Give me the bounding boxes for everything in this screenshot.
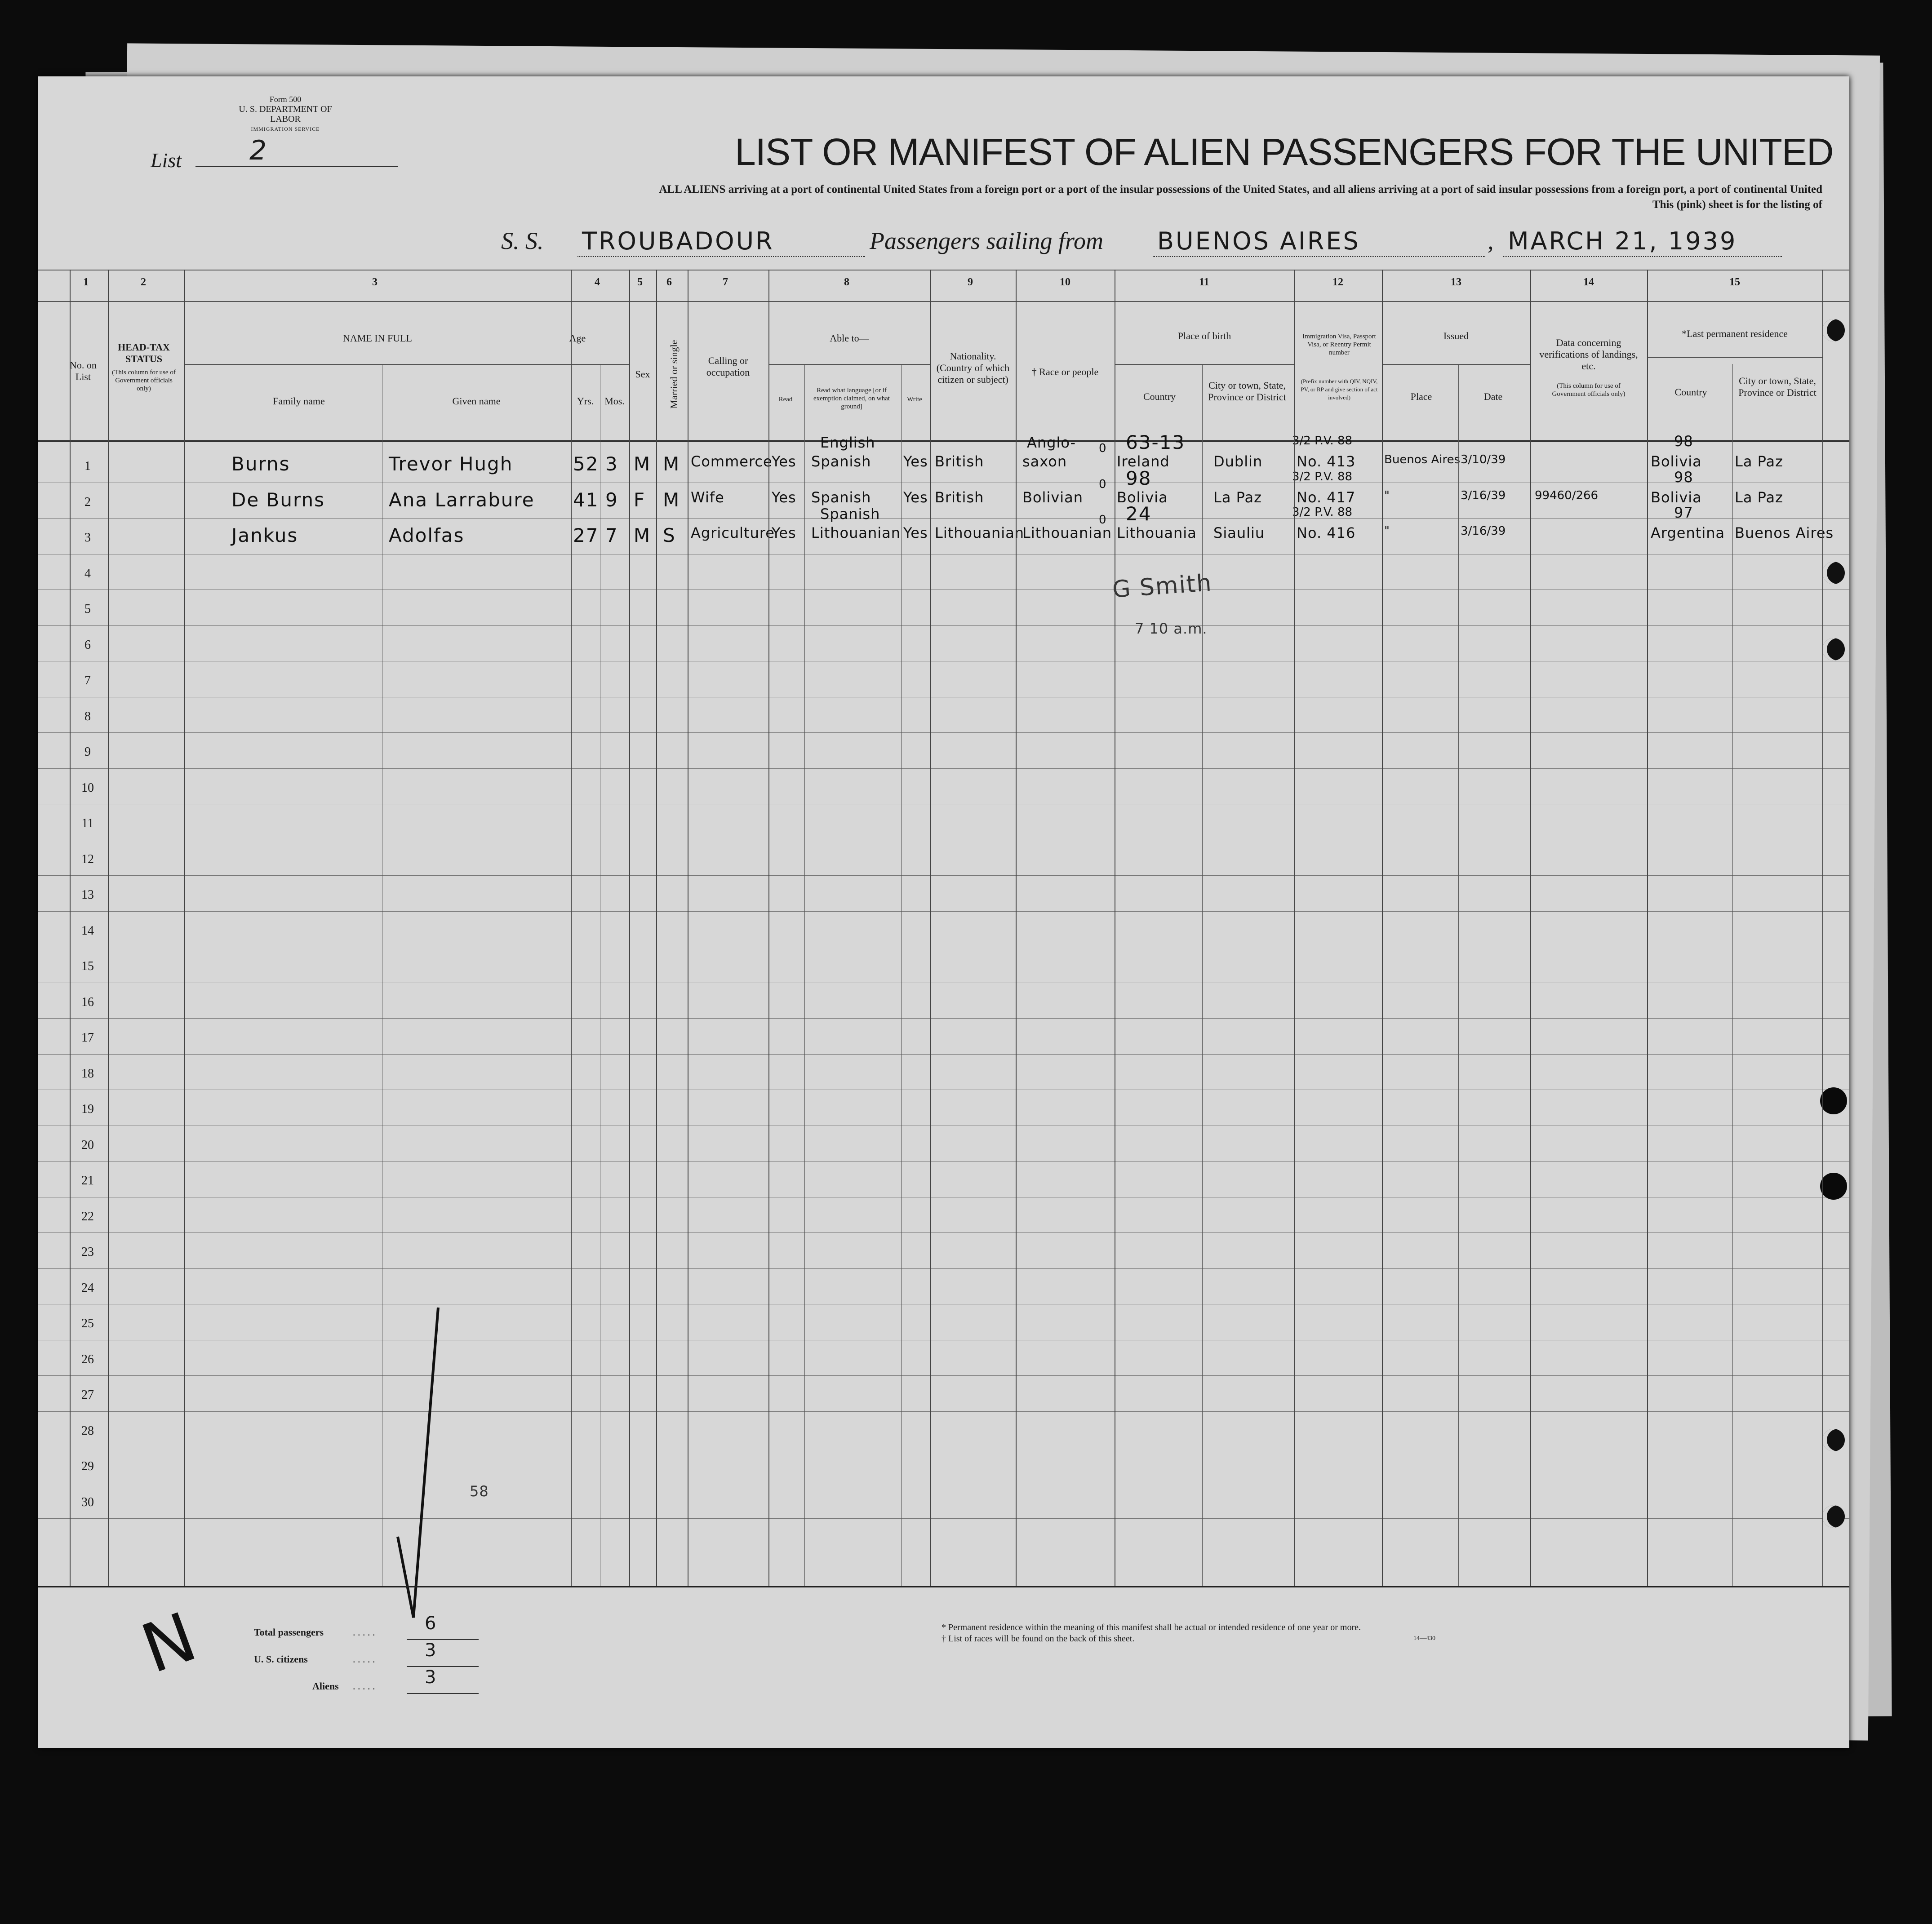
cell-issued-place: " [1384,488,1390,502]
column-number: 1 [83,276,89,288]
row-number: 25 [81,1317,94,1330]
cell-yrs: 41 [573,488,599,511]
cell-language: Spanish [811,453,871,470]
row-number: 1 [84,459,91,473]
row-rule [38,1375,1849,1376]
hdr-head-tax-note: (This column for use of Government officials only) [112,369,176,392]
row-rule [38,625,1849,626]
cell-birth-country-above: 98 [1126,467,1152,489]
column-number: 6 [666,276,672,288]
cell-occupation: Agriculture [691,524,775,541]
column-rule [1822,270,1823,1586]
cell-race-above: Anglo- [1027,434,1076,451]
us-citizens-value: 3 [425,1640,436,1661]
binder-hole [1822,319,1845,341]
manifest-sheet: Form 500 U. S. DEPARTMENT OF LABOR IMMIGRATION SERVICE List 2 LIST OR MANIFEST OF ALIEN PASSENGERS FOR THE UNITED ALL ALIENS arriving at a port of continental United States from a foreign port or a port of the insular possessions of the United States, and all aliens arriving at a port of said insular possessions from a foreign port, a port of continental United This (pink) sheet is for the listing of S. S. TROUBADOUR Passengers sailing from BUENOS AIRES , MARCH 21, 1939 1 2 3 4 5 6 7 8 9 10 11 12 13 14 15 No. on List HEAD-TAX STATUS (This column for use of Government officials only) NAME IN FULL Family name Given name Age Yrs. Mos. Sex Married or single Calling or occupation Able to— Read Read what language [or if exemption claimed, on what ground] Write Nationality. (Country of which citizen or subject) † Race or people Place of birth Country City or town, State, Province or District Immigration Visa, Passport Visa, or Reentry Permit number (Prefix number with QIV, NQIV, PV, or RP and give section of act involved) Issued Place Date Data concerning verifications of landings, etc. (This column for use of Government officials only) *Last permanent residence Country City or town, State, Province or District 1 2 3 4 5 6 7 8 9 10 11 12 13 14 15 16 17 18 19 20 21 22 23 24 25 26 27 28 29 30 Burns Trevor Hugh 52 3 M M Commerce Yes Spanish English Yes British saxon Anglo- 0 Ireland 63-13 Dublin No. 413 3/2 P.V. 88 Buenos Aires 3/10/39 Bolivia 98 La Paz De Burns Ana Larrabure 41 9 F M Wife Yes Spanish Yes British Bolivian 0 Bolivia 98 La Paz No. 417 3/2 P.V. 88 " 3/16/39 99460/266 Bolivia 98 La Paz Jankus Adolfas 27 7 M S Agriculture Yes Lithouanian Spanish Yes Lithouanian Lithouanian 0 Lithouania 24 Siauliu No. 416 3/2 P.V. 88 " 3/16/39 Argentina 97 Buenos Aires G Smith 7 10 a.m. 58 N Total passengers . . . . . 6 U. S. citizens . . . . . 3 Aliens . . . . . 3 * Permanent residence within the meaning of this manifest shall be actual or intended residence of one year or more. † List of races will be found on the back of this sheet. 14—430 [38,76,1849,1748]
cell-race-mark: 0 [1099,513,1106,527]
row-number: 9 [84,745,91,759]
hdr-nationality: Nationality. (Country of which citizen or subject) [936,350,1010,385]
hdr-mos: Mos. [604,395,625,407]
cell-birth-city: Dublin [1213,453,1263,470]
hdr-calling: Calling or occupation [706,355,750,378]
row-rule [38,875,1849,876]
cell-visa: No. 417 [1297,488,1356,506]
cell-language: Spanish [811,488,871,506]
column-number: 9 [968,276,973,288]
cell-mos: 9 [605,488,618,511]
cell-res-country-above: 98 [1674,433,1693,450]
cell-birth-city: La Paz [1213,488,1262,506]
column-number: 3 [372,276,378,288]
cell-issued-date: 3/16/39 [1461,524,1506,538]
cell-res-country: Bolivia [1651,488,1702,506]
row-rule [38,518,1849,519]
cell-read: Yes [772,524,796,541]
footer-form-code: 14—430 [1413,1635,1435,1642]
binder-hole [1822,638,1845,661]
hdr-landing-data: Data concerning verifications of landings, etc. [1539,337,1638,372]
cell-occupation: Wife [691,488,724,506]
column-rule [108,270,109,1586]
column-number: 10 [1060,276,1070,288]
row-rule [38,1411,1849,1412]
hdr-last-residence: *Last permanent residence [1682,328,1788,339]
cell-language-above: English [820,434,875,451]
binder-hole [1820,1173,1847,1200]
cell-race: Lithouanian [1022,524,1112,541]
cell-read: Yes [772,453,796,470]
cell-res-country: Bolivia [1651,453,1702,470]
cell-given: Trevor Hugh [389,453,513,475]
hdr-able-to: Able to— [830,332,869,344]
cell-visa-above: 3/2 P.V. 88 [1292,505,1353,519]
cell-read: Yes [772,488,796,506]
hdr-sex: Sex [635,368,650,380]
binder-hole [1820,1087,1847,1114]
cell-visa: No. 416 [1297,524,1356,541]
column-number: 5 [637,276,643,288]
service: IMMIGRATION SERVICE [251,126,320,132]
list-value: 2 [249,135,267,166]
cell-race: saxon [1022,453,1067,470]
cell-marital: S [663,524,676,546]
row-rule [38,911,1849,912]
row-number: 12 [81,852,94,866]
column-number: 8 [844,276,849,288]
cell-nationality: Lithouanian [935,524,1025,541]
header-bottom-rule [38,440,1849,442]
row-number: 7 [84,674,91,687]
row-number: 5 [84,602,91,616]
cell-birth-country: Lithouania [1117,524,1197,541]
cell-issued-date: 3/10/39 [1461,453,1506,466]
cell-marital: M [663,488,680,511]
row-rule [38,1518,1849,1519]
column-number: 14 [1583,276,1594,288]
port-underline [1153,256,1485,257]
cell-birth-country: Bolivia [1117,488,1168,506]
row-number: 13 [81,888,94,902]
row-number: 30 [81,1495,94,1509]
column-number: 12 [1332,276,1343,288]
sailing-label: Passengers sailing from [870,227,1104,254]
row-number: 27 [81,1388,94,1402]
hdr-visa-note: (Prefix number with QIV, NQIV, PV, or RP and give section of act involved) [1301,378,1378,401]
row-rule [38,1018,1849,1019]
date-underline [1503,256,1782,257]
table-bottom-rule [38,1586,1849,1587]
hdr-no-on-list: No. on List [70,359,97,382]
row-number: 4 [84,566,91,581]
row-number: 6 [84,638,91,652]
binder-hole [1822,1505,1845,1528]
inspection-time: 7 10 a.m. [1135,620,1208,637]
cell-res-country: Argentina [1651,524,1725,541]
ship-underline [577,256,865,257]
row-number: 23 [81,1245,94,1259]
department: U. S. DEPARTMENT OF LABOR [239,104,332,124]
row-number: 15 [81,959,94,973]
cell-race-mark: 0 [1099,442,1106,455]
hdr-race: † Race or people [1031,366,1099,377]
departure-port: BUENOS AIRES [1157,227,1360,255]
column-number: 2 [141,276,146,288]
cell-sex: M [634,453,651,475]
row-number: 8 [84,709,91,723]
column-rule [901,364,902,1586]
hdr-birth-city: City or town, State, Province or District [1208,380,1286,403]
cell-res-city: La Paz [1735,488,1783,506]
row-rule [38,768,1849,769]
cell-nationality: British [935,453,984,470]
ship-name: TROUBADOUR [582,227,774,255]
cell-write: Yes [903,524,928,541]
cell-race-mark: 0 [1099,477,1106,491]
hdr-family-name: Family name [273,395,325,407]
total-passengers-value: 6 [425,1613,436,1634]
row-rule [38,732,1849,733]
column-number: 13 [1451,276,1461,288]
cell-res-country-above: 98 [1674,468,1693,486]
hdr-landing-note: (This column for use of Government officials only) [1552,382,1626,398]
hdr-read: Read [778,396,793,403]
hdr-issued: Issued [1443,330,1469,341]
row-number: 17 [81,1031,94,1045]
cell-birth-city: Siauliu [1213,524,1265,541]
hdr-issued-place: Place [1410,391,1432,402]
hdr-head-tax: HEAD-TAX STATUS [118,341,170,364]
cell-birth-country: Ireland [1117,453,1170,470]
cell-res-city: La Paz [1735,453,1783,470]
row-number: 29 [81,1459,94,1473]
row-number: 3 [84,531,91,545]
sailing-date: MARCH 21, 1939 [1508,227,1737,255]
cell-language: Lithouanian [811,524,901,541]
footnote-residence: * Permanent residence within the meaning of this manifest shall be actual or intended residence of one year or more. [942,1623,1361,1632]
cell-given: Ana Larrabure [389,488,535,511]
column-rule [768,270,769,1586]
cell-family: De Burns [231,488,325,511]
hdr-issued-date: Date [1483,391,1503,402]
row-number: 14 [81,923,94,938]
row-number: 21 [81,1174,94,1188]
hdr-name-in-full: NAME IN FULL [343,332,412,344]
subtitle-line2: This (pink) sheet is for the listing of [1652,199,1822,211]
hdr-read-language: Read what language [or if exemption claimed, on what ground] [813,387,890,410]
cell-birth-country-above: 24 [1126,503,1152,525]
row-number: 28 [81,1423,94,1438]
ship-prefix: S. S. [501,227,544,254]
form-info [227,94,344,134]
cell-occupation: Commerce [691,453,773,470]
cell-mos: 7 [605,524,618,546]
binder-hole [1822,562,1845,584]
cell-birth-country-above: 63-13 [1126,431,1186,453]
row-number: 18 [81,1066,94,1081]
row-number: 24 [81,1281,94,1295]
hdr-place-of-birth: Place of birth [1177,330,1231,341]
hdr-birth-country: Country [1143,391,1176,402]
hdr-yrs: Yrs. [577,395,594,407]
colnum-rule [38,301,1849,302]
cell-visa: No. 413 [1297,453,1356,470]
page-title: LIST OR MANIFEST OF ALIEN PASSENGERS FOR THE UNITED [735,131,1834,173]
cell-given: Adolfas [389,524,465,546]
column-rule [656,270,657,1586]
cell-issued-date: 3/16/39 [1461,488,1506,502]
column-number: 4 [595,276,600,288]
column-number: 15 [1729,276,1740,288]
form-number: Form 500 [269,95,302,104]
cell-issued-place: Buenos Aires [1384,453,1461,466]
cell-issued-place: " [1384,524,1390,538]
column-rule [70,270,71,1586]
hdr-write: Write [907,396,922,403]
row-number: 26 [81,1352,94,1366]
hdr-age: Age [569,332,586,344]
column-rule [571,270,572,1586]
row-number: 22 [81,1209,94,1224]
cell-marital: M [663,453,680,475]
column-rule [930,270,931,1586]
column-rule [629,270,630,1586]
hdr-married: Married or single [668,340,680,409]
subtitle [402,182,1822,213]
column-rule [1530,270,1531,1586]
row-number: 2 [84,495,91,509]
row-rule [38,1054,1849,1055]
cell-mos: 3 [605,453,618,475]
binder-hole [1822,1429,1845,1451]
hdr-given-name: Given name [452,395,501,407]
column-rule [804,364,805,1586]
footnote-races: † List of races will be found on the back of this sheet. [942,1634,1135,1644]
cell-family: Burns [231,453,290,475]
row-number: 19 [81,1102,94,1116]
cell-write: Yes [903,453,928,470]
hdr-res-city: City or town, State, Province or District [1738,375,1817,398]
margin-mark: N [132,1597,207,1689]
subtitle-line1: ALL ALIENS arriving at a port of continental United States from a foreign port or a port of the insular possessions of the United States, and all aliens arriving at a port of said insular possessions from a foreign port, a port of continental United [659,183,1822,195]
row-number: 16 [81,995,94,1009]
column-rule [1647,270,1648,1586]
cell-res-city: Buenos Aires [1735,524,1834,541]
hdr-visa: Immigration Visa, Passport Visa, or Reentry Permit number [1302,333,1376,356]
hdr-res-country: Country [1674,386,1707,398]
cell-res-country-above: 97 [1674,504,1693,521]
row-number: 10 [81,780,94,795]
cell-nationality: British [935,488,984,506]
column-rule [1016,270,1017,1586]
page-mark: 58 [470,1483,489,1500]
check-mark [389,1303,443,1627]
column-rule [1382,270,1383,1586]
cell-landing: 99460/266 [1535,488,1599,502]
cell-language-above: Spanish [820,505,880,523]
column-rule [1458,364,1459,1586]
cell-yrs: 27 [573,524,599,546]
column-number: 11 [1199,276,1209,288]
cell-visa-above: 3/2 P.V. 88 [1292,434,1353,448]
list-label: List [151,149,182,172]
column-rule [1202,364,1203,1586]
row-number: 11 [81,816,94,830]
cell-sex: F [634,488,646,511]
cell-race: Bolivian [1022,488,1084,506]
cell-yrs: 52 [573,453,599,475]
aliens-label: Aliens [312,1680,339,1692]
aliens-value: 3 [425,1667,436,1688]
column-rule [1294,270,1295,1586]
cell-write: Yes [903,488,928,506]
cell-sex: M [634,524,651,546]
total-passengers-label: Total passengers [254,1627,324,1638]
row-rule [38,1268,1849,1269]
row-number: 20 [81,1138,94,1152]
row-rule [38,1232,1849,1233]
list-underline [195,162,398,167]
column-number: 7 [723,276,728,288]
column-rule [1732,364,1733,1586]
cell-family: Jankus [231,524,298,546]
cell-visa-above: 3/2 P.V. 88 [1292,470,1353,483]
inspector-signature: G Smith [1111,569,1213,603]
column-rule [184,270,185,1586]
us-citizens-label: U. S. citizens [254,1654,308,1665]
